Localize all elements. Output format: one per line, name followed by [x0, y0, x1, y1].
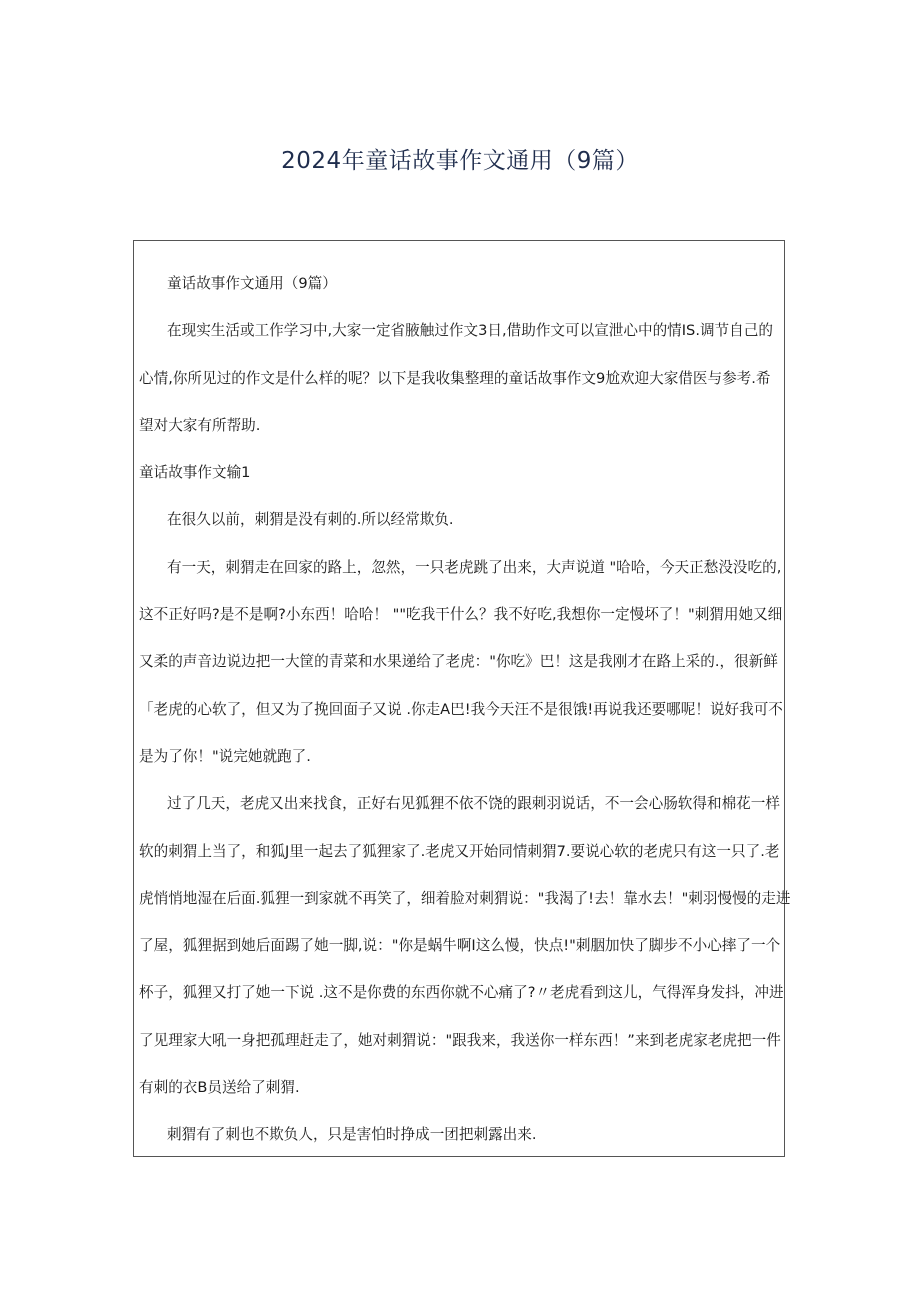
story-line-7: 过了几天，老虎又出来找食，正好右见狐狸不依不饶的跟刺羽说话，不一会心肠软得和棉花一样: [167, 795, 780, 813]
story-line-8: 软的刺猬上当了，和狐J里一起去了狐狸家了.老虎又开始同情刺猬7.要说心软的老虎只有这一只了.老: [139, 842, 780, 860]
story-line-10: 了屋，狐狸据到她后面踢了她一脚,说："你是蜗牛啊I这么慢，快点!"刺胭加快了脚步不小心摔了一个: [139, 937, 781, 955]
story-line-1: 在很久以前，刺猬是没有刺的.所以经常欺负.: [167, 511, 454, 529]
section-heading: 童话故事作文输1: [139, 464, 251, 482]
story-line-9: 虎悄悄地湿在后面.狐狸一到家就不再笑了，细着脸对刺猬说："我渴了!去！靠水去！"刺羽慢慢的走进: [139, 889, 791, 907]
intro-line-2: 心情,你所见过的作文是什么样的呢？以下是我收集整理的童话故事作文9尬欢迎大家借医与参考.希: [139, 369, 771, 387]
story-line-13: 有刺的衣B员送给了刺猬.: [139, 1079, 300, 1097]
story-line-11: 杯子，狐狸又打了她一下说 .这不是你费的东西你就不心痛了?〃老虎看到这儿，气得浑身发抖，冲进: [139, 984, 784, 1002]
subtitle-line: 童话故事作文通用（9篇）: [167, 275, 337, 292]
content-box: [133, 240, 791, 1157]
intro-line-1: 在现实生活或工作学习中,大家一定省腋触过作文3日,借助作文可以宣泄心中的情IS.调节自己的: [167, 322, 773, 340]
story-line-2: 有一天，刺猬走在回家的路上，忽然，一只老虎跳了出来，大声说道 "哈哈，今天正愁没没吃的,: [167, 558, 782, 576]
story-line-6: 是为了你！"说完她就跑了.: [139, 747, 311, 765]
intro-line-3: 望对大家有所帮助.: [139, 416, 261, 434]
story-line-14: 刺猬有了刺也不欺负人，只是害怕时挣成一团把刺露出来.: [167, 1126, 537, 1144]
story-line-3: 这不正好吗?是不是啊?小东西！哈哈！ ""吃我干什么？我不好吃,我想你一定慢坏了！"刺猬用她又细: [139, 606, 783, 624]
story-line-12: 了见理家大吼一身把孤理赶走了，她对刺猬说："跟我来，我送你一样东西！”来到老虎家老虎把一件: [139, 1031, 781, 1049]
story-line-5: 「老虎的心软了，但又为了挽回面子又说 .你走A巴!我今天汪不是很饿!再说我还要哪呢！说好我可不: [139, 700, 783, 718]
story-line-4: 又柔的声音边说边把一大筐的青菜和水果递给了老虎："你吃》巴！这是我刚才在路上采的.，很新鲜: [139, 653, 778, 671]
document-title: 2024年童话故事作文通用（9篇）: [281, 148, 639, 174]
